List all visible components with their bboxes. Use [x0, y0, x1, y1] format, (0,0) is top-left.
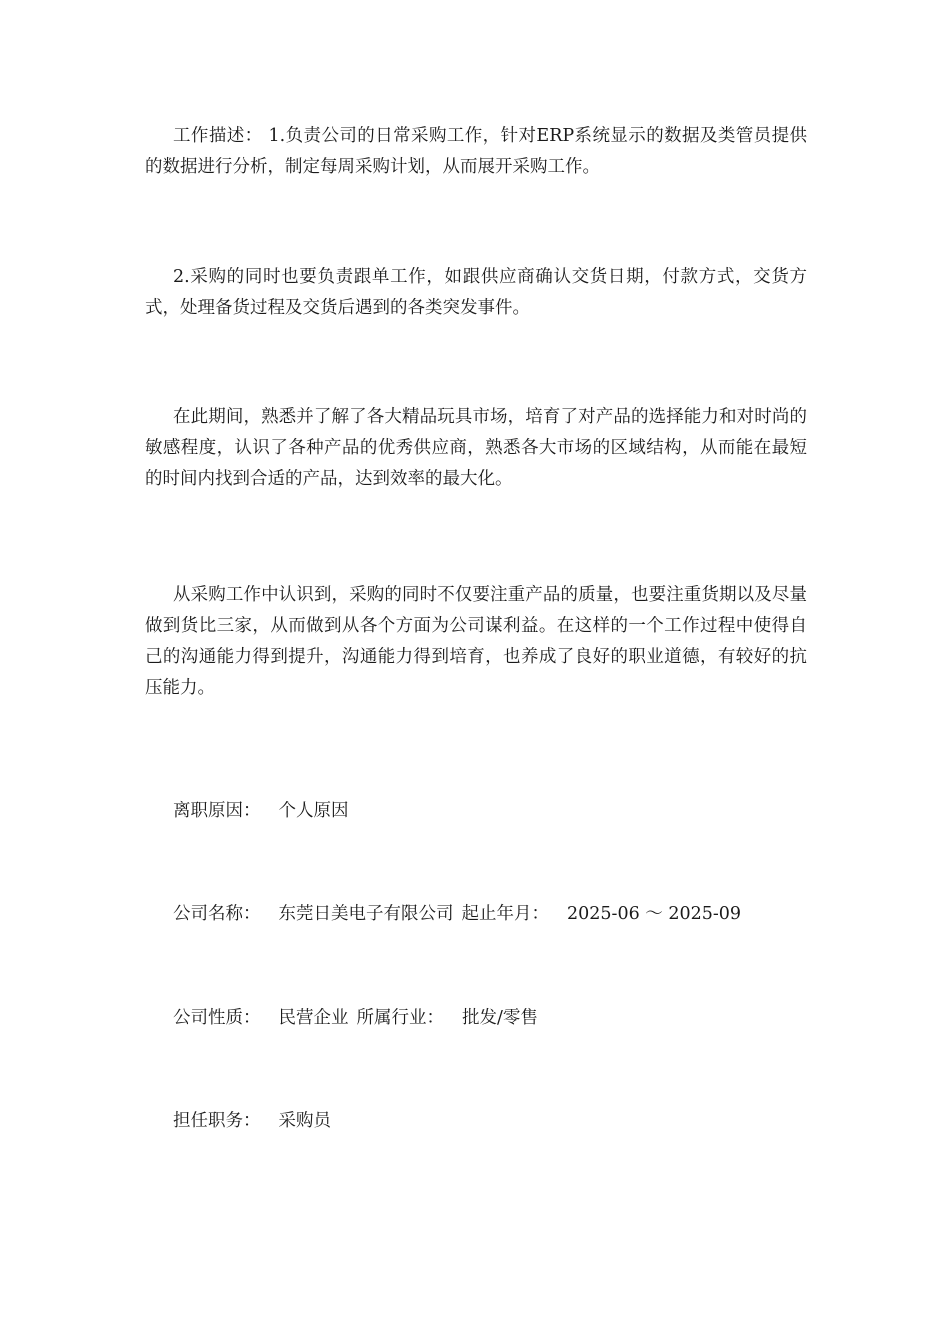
leave-reason-value: 个人原因 [278, 801, 349, 821]
period-label: 起止年月： [461, 904, 549, 924]
industry-value: 批发/零售 [462, 1008, 538, 1028]
industry-label: 所属行业： [356, 1008, 444, 1028]
company-name-label: 公司名称： [173, 904, 261, 924]
position-label: 担任职务： [173, 1111, 261, 1131]
period-value: 2025-06 ～ 2025-09 [567, 904, 742, 924]
leave-reason-label: 离职原因： [173, 801, 261, 821]
company-name-line [145, 899, 807, 930]
company-name-value: 东莞日美电子有限公司 [278, 904, 454, 924]
position-line [145, 1106, 807, 1137]
learning-paragraph: 从采购工作中认识到，采购的同时不仅要注重产品的质量，也要注重货期以及尽量做到货比三家，从而做到从各个方面为公司谋利益。在这样的一个工作过程中使得自己的沟通能力得到提升，沟通能力得到培育，也养成了良好的职业道德，有较好的抗压能力。 [145, 585, 807, 698]
leave-reason-line [145, 796, 807, 827]
company-type-line [145, 1003, 807, 1034]
company-type-label: 公司性质： [173, 1008, 261, 1028]
follow-up-paragraph: 2.采购的同时也要负责跟单工作，如跟供应商确认交货日期，付款方式，交货方式，处理备货过程及交货后遇到的各类突发事件。 [145, 267, 807, 318]
job-description-paragraph: 工作描述： 1.负责公司的日常采购工作，针对ERP系统显示的数据及类管员提供的数据进行分析，制定每周采购计划，从而展开采购工作。 [145, 126, 807, 177]
company-type-value: 民营企业 [278, 1008, 349, 1028]
experience-paragraph: 在此期间，熟悉并了解了各大精品玩具市场，培育了对产品的选择能力和对时尚的敏感程度，认识了各种产品的优秀供应商，熟悉各大市场的区域结构，从而能在最短的时间内找到合适的产品，达到效率的最大化。 [145, 407, 807, 489]
position-value: 采购员 [278, 1111, 331, 1131]
